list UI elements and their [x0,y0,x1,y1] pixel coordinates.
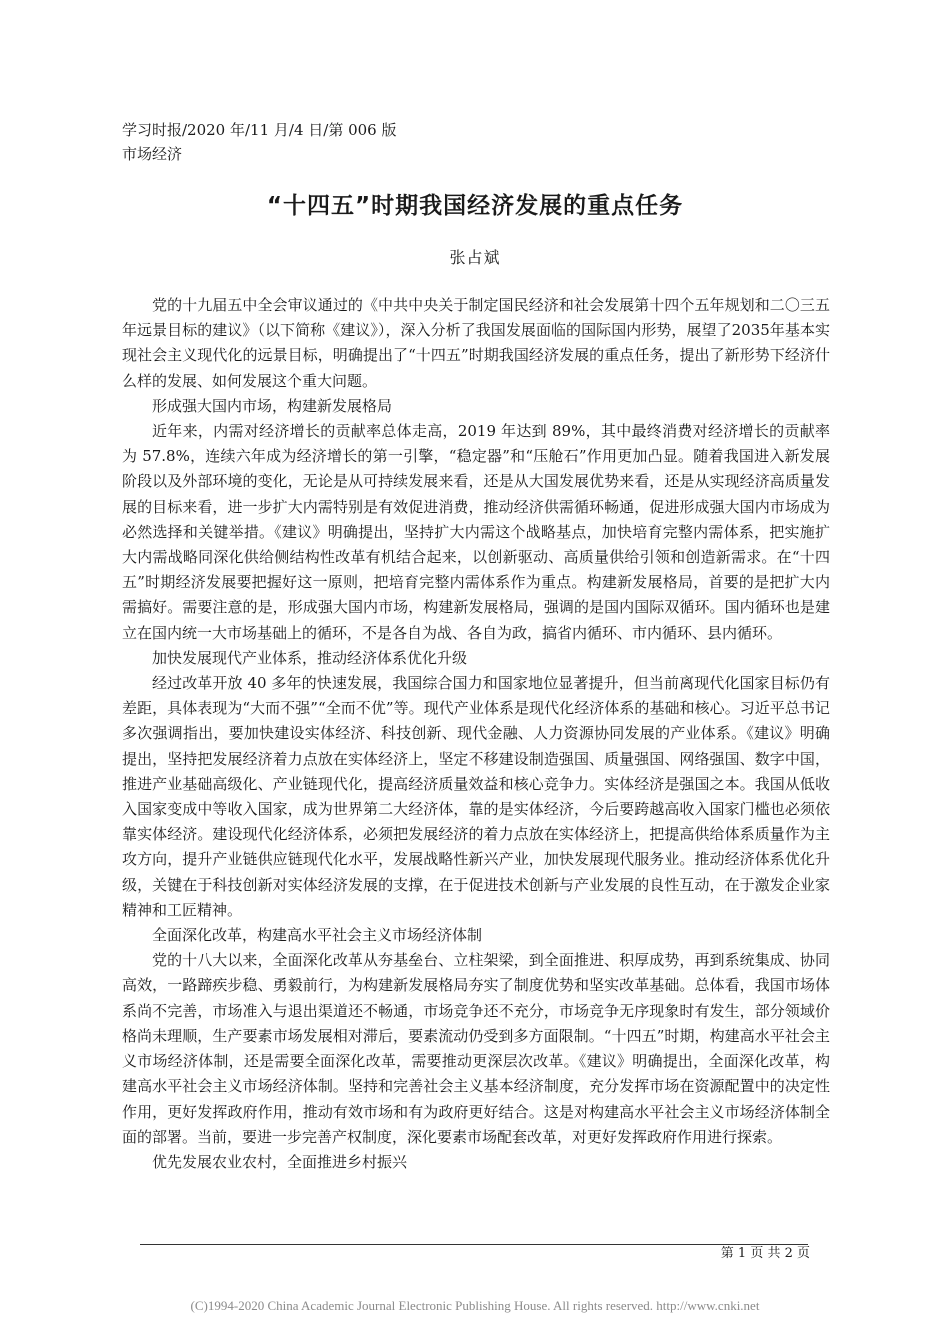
paragraph-intro: 党的十九届五中全会审议通过的《中共中央关于制定国民经济和社会发展第十四个五年规划和二〇三五年远景目标的建议》（以下简称《建议》），深入分析了我国发展面临的国际国内形势，展望了2035年基本实现社会主义现代化的远景目标，明确提出了“十四五”时期我国经济发展的重点任务，提出了新形势下经济什么样的发展、如何发展这个重大问题。 [122,296,830,390]
column-name: 市场经济 [122,145,183,163]
paragraph-deepen-reform: 党的十八大以来，全面深化改革从夯基垒台、立柱架梁，到全面推进、积厚成势，再到系统集成、协同高效，一路蹄疾步稳、勇毅前行，为构建新发展格局夯实了制度优势和坚实改革基础。总体看，我国市场体系尚不完善，市场准入与退出渠道还不畅通，市场竞争还不充分，市场竞争无序现象时有发生，部分领域价格尚未理顺，生产要素市场发展相对滞后，要素流动仍受到多方面限制。“十四五”时期，构建高水平社会主义市场经济体制，还是需要全面深化改革，需要推动更深层次改革。《建议》明确提出，全面深化改革，构建高水平社会主义市场经济体制。坚持和完善社会主义基本经济制度，充分发挥市场在资源配置中的决定性作用，更好发挥政府作用，推动有效市场和有为政府更好结合。这是对构建高水平社会主义市场经济体制全面的部署。当前，要进一步完善产权制度，深化要素市场配套改革，对更好发挥政府作用进行探索。 [122,951,830,1146]
section-heading-deepen-reform: 全面深化改革，构建高水平社会主义市场经济体制 [152,926,483,945]
section-heading-rural-revitalization: 优先发展农业农村，全面推进乡村振兴 [152,1152,408,1171]
page-indicator: 第 1 页 共 2 页 [720,1246,810,1261]
section-heading-industry-system: 加快发展现代产业体系，推动经济体系优化升级 [152,648,468,667]
paragraph-industry-system: 经过改革开放 40 多年的快速发展，我国综合国力和国家地位显著提升，但当前离现代化国家目标仍有差距，具体表现为“大而不强”“全而不优”等。现代产业体系是现代化经济体系的基础和核心。习近平总书记多次强调指出，要加快建设实体经济、科技创新、现代金融、人力资源协同发展的产业体系。《建议》明确提出，坚持把发展经济着力点放在实体经济上，坚定不移建设制造强国、质量强国、网络强国、数字中国，推进产业基础高级化、产业链现代化，提高经济质量效益和核心竞争力。实体经济是强国之本。我国从低收入国家变成中等收入国家，成为世界第二大经济体，靠的是实体经济，今后要跨越高收入国家门槛也必须依靠实体经济。建设现代化经济体系，必须把发展经济的着力点放在实体经济上，把提高供给体系质量作为主攻方向，提升产业链供应链现代化水平，发展战略性新兴产业，加快发展现代服务业。推动经济体系优化升级，关键在于科技创新对实体经济发展的支撑，在于促进技术创新与产业发展的良性互动，在于激发企业家精神和工匠精神。 [122,674,830,919]
copyright-watermark: (C)1994-2020 China Academic Journal Electronic Publishing House. All rights reserved. http://www.cnki.net [190,1298,760,1313]
article-title: “十四五”时期我国经济发展的重点任务 [266,193,684,219]
section-heading-domestic-market: 形成强大国内市场，构建新发展格局 [152,396,393,415]
paragraph-domestic-market: 近年来，内需对经济增长的贡献率总体走高，2019 年达到 89%，其中最终消费对经济增长的贡献率为 57.8%，连续六年成为经济增长的第一引擎，“稳定器”和“压舱石”作用更加凸显。随着我国进入新发展阶段以及外部环境的变化，无论是从可持续发展来看，还是从大国发展优势来看，还是从实现经济高质量发展的目标来看，进一步扩大内需特别是有效促进消费，推动经济供需循环畅通，促进形成强大国内市场成为必然选择和关键举措。《建议》明确提出，坚持扩大内需这个战略基点，加快培育完整内需体系，把实施扩大内需战略同深化供给侧结构性改革有机结合起来，以创新驱动、高质量供给引领和创造新需求。在“十四五”时期经济发展要把握好这一原则，把培育完整内需体系作为重点。构建新发展格局，首要的是把扩大内需搞好。需要注意的是，形成强大国内市场，构建新发展格局，强调的是国内国际双循环。国内循环也是建立在国内统一大市场基础上的循环，不是各自为战、各自为政，搞省内循环、市内循环、县内循环。 [122,422,830,642]
article-author: 张占斌 [449,248,501,267]
header-meta [122,118,397,166]
source-line: 学习时报/2020 年/11 月/4 日/第 006 版 [122,121,397,139]
article-body [122,293,830,1175]
